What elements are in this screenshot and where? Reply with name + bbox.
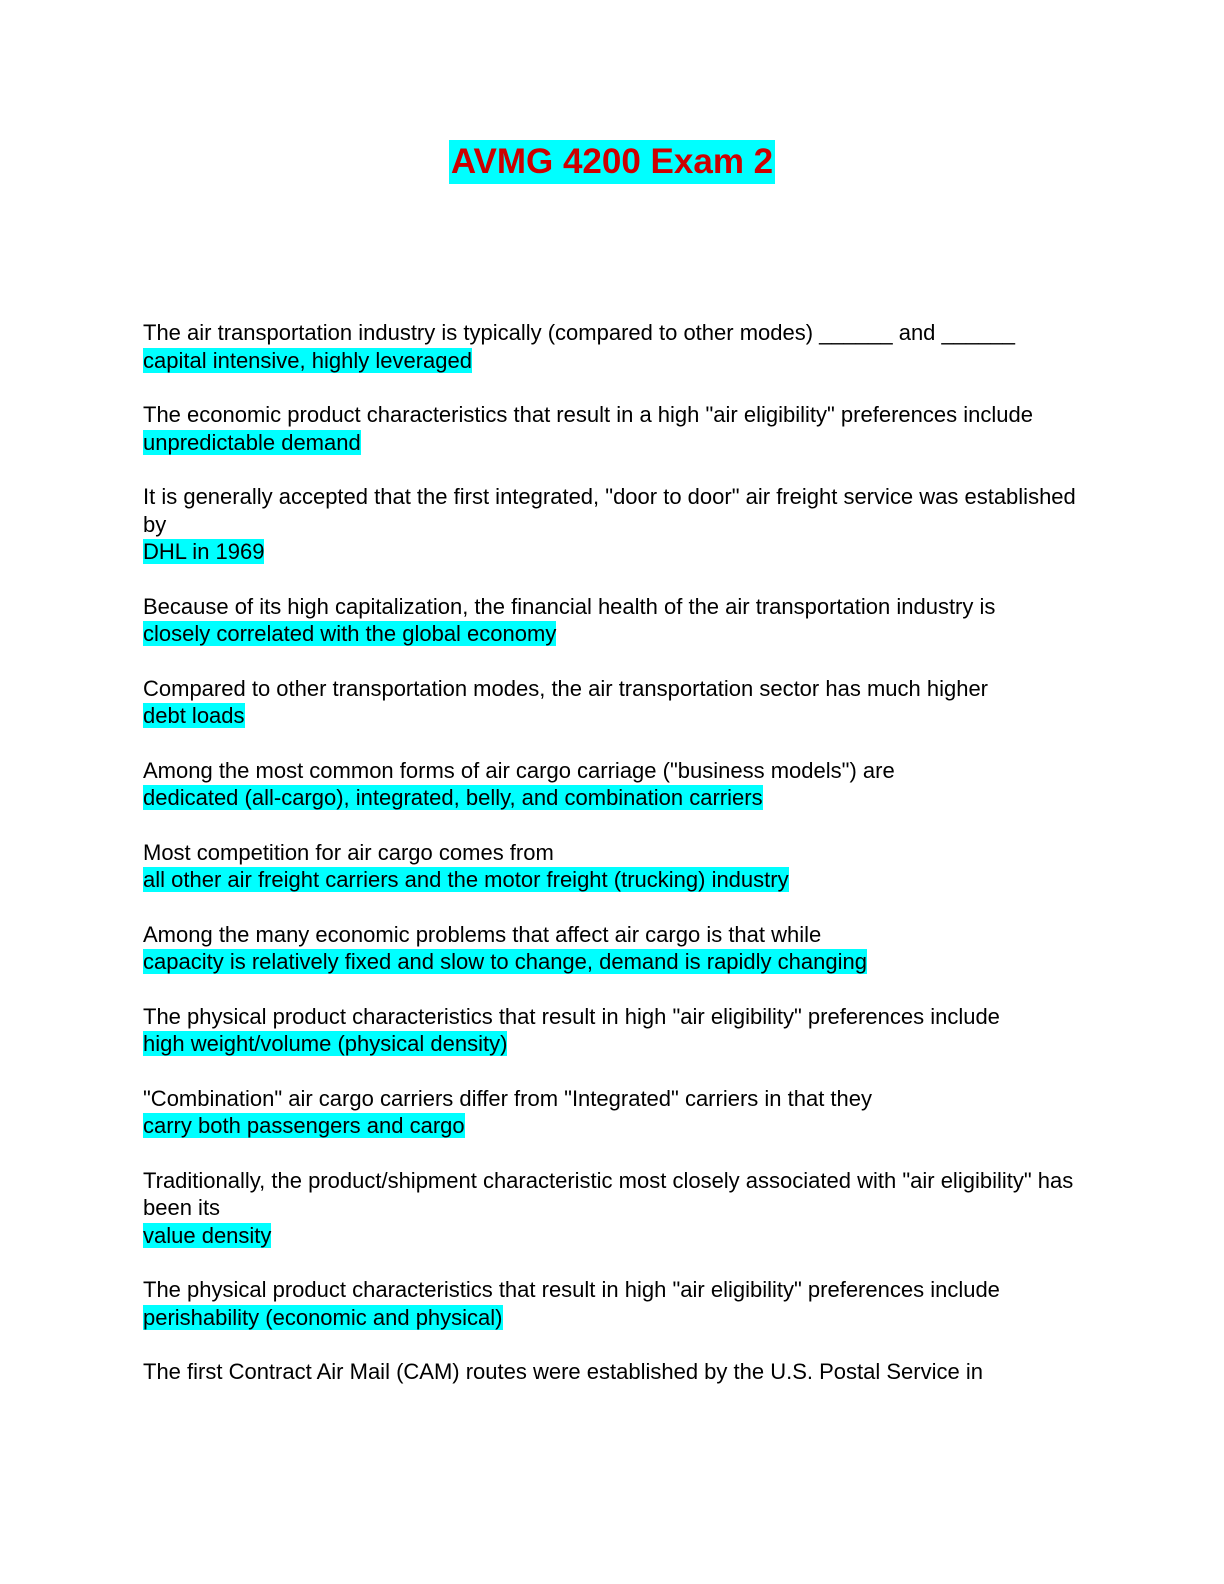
answer-text: value density bbox=[143, 1222, 272, 1248]
question-text: The physical product characteristics that result in high "air eligibility" preferences include bbox=[143, 1003, 1000, 1029]
answer-text: unpredictable demand bbox=[143, 429, 361, 455]
title-container bbox=[0, 140, 1224, 184]
question-text: Most competition for air cargo comes from bbox=[143, 839, 554, 865]
answer-text: capital intensive, highly leveraged bbox=[143, 347, 472, 373]
question-text: The first Contract Air Mail (CAM) routes were established by the U.S. Postal Service in bbox=[143, 1359, 983, 1384]
answer-text: closely correlated with the global economy bbox=[143, 621, 557, 646]
qa-item bbox=[143, 921, 1083, 976]
qa-item bbox=[143, 319, 1083, 374]
answer-text: carry both passengers and cargo bbox=[143, 1113, 465, 1138]
question-text: The physical product characteristics that result in high "air eligibility" preferences include bbox=[143, 1277, 1000, 1302]
question-text: It is generally accepted that the first integrated, "door to door" air freight service was established by bbox=[143, 484, 1076, 537]
qa-item bbox=[143, 839, 1083, 894]
answer-text: capacity is relatively fixed and slow to change, demand is rapidly changing bbox=[143, 949, 867, 974]
answer-text: dedicated (all-cargo), integrated, belly, and combination carriers bbox=[143, 785, 763, 810]
question-text: The air transportation industry is typically (compared to other modes) ______ and ______ bbox=[143, 320, 1015, 345]
qa-item bbox=[143, 1167, 1083, 1250]
question-text: Among the many economic problems that affect air cargo is that while bbox=[143, 921, 822, 947]
question-text: "Combination" air cargo carriers differ from "Integrated" carriers in that they bbox=[143, 1085, 873, 1111]
document-title: AVMG 4200 Exam 2 bbox=[449, 140, 775, 184]
qa-item bbox=[143, 483, 1083, 566]
question-text: Compared to other transportation modes, the air transportation sector has much higher bbox=[143, 675, 989, 701]
qa-item bbox=[143, 593, 1083, 648]
question-text: Traditionally, the product/shipment characteristic most closely associated with "air eligibility" has been its bbox=[143, 1167, 1074, 1220]
answer-text: DHL in 1969 bbox=[143, 539, 265, 564]
qa-item bbox=[143, 1358, 1083, 1386]
qa-item bbox=[143, 1003, 1083, 1058]
qa-item bbox=[143, 757, 1083, 812]
qa-item bbox=[143, 1085, 1083, 1140]
qa-list bbox=[143, 319, 1083, 1413]
qa-item bbox=[143, 675, 1083, 730]
question-text: The economic product characteristics that result in a high "air eligibility" preferences include bbox=[143, 402, 1033, 427]
answer-text: all other air freight carriers and the motor freight (trucking) industry bbox=[143, 867, 789, 892]
question-text: Because of its high capitalization, the financial health of the air transportation industry is bbox=[143, 593, 996, 619]
qa-item bbox=[143, 401, 1083, 456]
answer-text: high weight/volume (physical density) bbox=[143, 1031, 508, 1056]
question-text: Among the most common forms of air cargo carriage ("business models") are bbox=[143, 757, 895, 783]
qa-item bbox=[143, 1276, 1083, 1331]
answer-text: debt loads bbox=[143, 703, 245, 728]
answer-text: perishability (economic and physical) bbox=[143, 1304, 503, 1330]
